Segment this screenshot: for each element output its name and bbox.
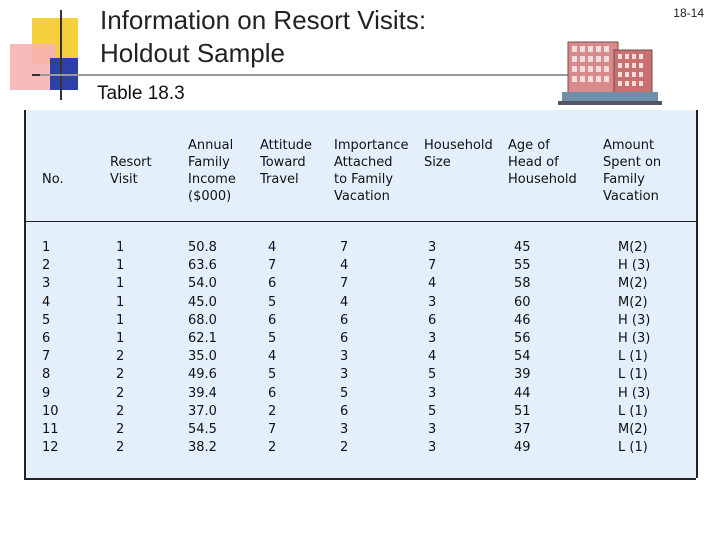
- table-cell: 54: [514, 349, 531, 365]
- header-text: Family: [188, 155, 230, 170]
- table-cell: 6: [268, 276, 277, 292]
- table-cell: M(2): [618, 240, 648, 255]
- table-cell: 37.0: [188, 403, 217, 419]
- header-text: Spent on: [603, 155, 662, 170]
- table-caption: Table 18.3: [97, 83, 185, 104]
- column-household-size: [428, 239, 436, 457]
- table-cell: 39: [514, 367, 531, 383]
- building-icon: [558, 40, 662, 106]
- table-cell: 56: [514, 331, 531, 347]
- table-cell: 7: [268, 422, 277, 438]
- header-text: Importance: [334, 138, 409, 153]
- table-cell: H (3): [618, 312, 651, 328]
- header-text: Amount: [603, 138, 655, 153]
- table-cell: 2: [116, 403, 125, 419]
- table-cell: 6: [268, 312, 277, 328]
- table-cell: 9: [42, 385, 51, 401]
- table-cell: 4: [428, 349, 437, 365]
- column-age: [514, 239, 531, 457]
- header-text: to Family: [334, 172, 394, 187]
- table-cell: 6: [340, 403, 349, 419]
- header-text: Attached: [334, 155, 393, 170]
- table-cell: 45: [514, 240, 531, 255]
- header-attitude: [260, 137, 312, 188]
- table-cell: 49.6: [188, 367, 217, 383]
- table-cell: 7: [42, 349, 51, 365]
- table-cell: 51: [514, 403, 531, 419]
- header-text: Toward: [260, 155, 306, 170]
- slide-title: [100, 4, 530, 70]
- table-cell: 4: [340, 294, 349, 310]
- header-text: Family: [603, 172, 645, 187]
- table-cell: 2: [268, 403, 277, 419]
- table-cell: 3: [340, 422, 349, 438]
- table-cell: 3: [428, 385, 437, 401]
- table-cell: 5: [340, 385, 349, 401]
- table-cell: 7: [340, 240, 349, 255]
- column-importance: [340, 239, 348, 457]
- header-text: Household: [424, 138, 493, 153]
- table-cell: 5: [42, 312, 51, 328]
- header-text: ($000): [188, 189, 232, 204]
- logo-vertical-line: [60, 10, 62, 100]
- column-attitude: [268, 239, 276, 457]
- table-cell: M(2): [618, 422, 648, 438]
- table-cell: H (3): [618, 331, 651, 347]
- table-cell: 3: [340, 349, 349, 365]
- header-no: [42, 171, 64, 188]
- table-cell: 5: [268, 331, 277, 347]
- table-cell: 38.2: [188, 440, 217, 456]
- header-amount: [603, 137, 661, 205]
- table-cell: 2: [116, 385, 125, 401]
- table-cell: 1: [116, 240, 125, 255]
- table-cell: 5: [428, 403, 437, 419]
- header-text: Size: [424, 155, 451, 170]
- table-cell: 3: [42, 276, 51, 292]
- table-cell: L (1): [618, 440, 648, 456]
- table-cell: 2: [116, 422, 125, 438]
- header-text: Resort: [110, 155, 152, 170]
- table-cell: 50.8: [188, 240, 217, 255]
- table-right-border: [696, 110, 698, 478]
- table-cell: 4: [268, 240, 277, 255]
- table-cell: 39.4: [188, 385, 217, 401]
- table-cell: H (3): [618, 258, 651, 274]
- table-cell: 2: [116, 349, 125, 365]
- column-no: [42, 239, 59, 457]
- table-cell: 3: [428, 294, 437, 310]
- table-cell: 4: [42, 294, 51, 310]
- table-cell: L (1): [618, 349, 648, 365]
- header-resort-visit: [110, 154, 152, 188]
- table-cell: 5: [268, 367, 277, 383]
- table-cell: 7: [340, 276, 349, 292]
- header-text: Household: [508, 172, 577, 187]
- header-text: Head of: [508, 155, 559, 170]
- table-cell: 6: [428, 312, 437, 328]
- table-cell: 1: [42, 240, 51, 255]
- table-cell: 54.5: [188, 422, 217, 438]
- table-cell: 37: [514, 422, 531, 438]
- table-cell: 4: [428, 276, 437, 292]
- table-cell: 6: [340, 312, 349, 328]
- table-cell: 35.0: [188, 349, 217, 365]
- table-cell: 44: [514, 385, 531, 401]
- table-cell: 2: [42, 258, 51, 274]
- table-cell: 11: [42, 422, 59, 438]
- table-cell: 6: [268, 385, 277, 401]
- table-cell: 55: [514, 258, 531, 274]
- header-text: Vacation: [603, 189, 659, 204]
- table-cell: 3: [428, 440, 437, 456]
- table-cell: H (3): [618, 385, 651, 401]
- table-cell: 3: [428, 422, 437, 438]
- column-income: [188, 239, 217, 457]
- header-text: Income: [188, 172, 236, 187]
- table-cell: M(2): [618, 276, 648, 292]
- table-cell: 6: [42, 331, 51, 347]
- table-cell: 4: [340, 258, 349, 274]
- table-cell: M(2): [618, 294, 648, 310]
- header-separator: [26, 221, 696, 222]
- header-text: Age of: [508, 138, 550, 153]
- table-cell: 1: [116, 258, 125, 274]
- table-cell: 2: [268, 440, 277, 456]
- table-cell: 1: [116, 331, 125, 347]
- decorative-logo: [10, 10, 100, 100]
- table-cell: 49: [514, 440, 531, 456]
- column-resort-visit: [116, 239, 124, 457]
- header-importance: [334, 137, 409, 205]
- table-cell: 8: [42, 367, 51, 383]
- header-household-size: [424, 137, 493, 171]
- table-cell: 3: [340, 367, 349, 383]
- table-cell: 58: [514, 276, 531, 292]
- slide-number: 18-14: [673, 6, 704, 20]
- slide-title-line-1: Information on Resort Visits:: [100, 5, 427, 35]
- table-cell: 46: [514, 312, 531, 328]
- slide-title-line-2: Holdout Sample: [100, 38, 285, 68]
- table-cell: 1: [116, 276, 125, 292]
- table-cell: 68.0: [188, 312, 217, 328]
- header-income: [188, 137, 236, 205]
- table-cell: 1: [116, 294, 125, 310]
- table-cell: 2: [116, 440, 125, 456]
- header-text: Attitude: [260, 138, 313, 153]
- table-cell: 3: [428, 331, 437, 347]
- table-cell: 7: [428, 258, 437, 274]
- header-text: Visit: [110, 172, 138, 187]
- column-amount: [618, 239, 650, 457]
- data-table: [24, 110, 696, 480]
- header-text: Travel: [260, 172, 299, 187]
- table-cell: 2: [340, 440, 349, 456]
- table-cell: L (1): [618, 403, 648, 419]
- header-text: Vacation: [334, 189, 390, 204]
- table-cell: 54.0: [188, 276, 217, 292]
- table-cell: 3: [428, 240, 437, 255]
- header-text: Annual: [188, 138, 234, 153]
- table-cell: 12: [42, 440, 59, 456]
- table-cell: 63.6: [188, 258, 217, 274]
- table-cell: 5: [268, 294, 277, 310]
- table-cell: 62.1: [188, 331, 217, 347]
- header-text: No.: [42, 172, 64, 187]
- table-cell: 6: [340, 331, 349, 347]
- table-cell: 2: [116, 367, 125, 383]
- table-cell: 45.0: [188, 294, 217, 310]
- table-cell: 60: [514, 294, 531, 310]
- table-cell: 1: [116, 312, 125, 328]
- table-cell: 7: [268, 258, 277, 274]
- table-cell: 5: [428, 367, 437, 383]
- table-cell: L (1): [618, 367, 648, 383]
- table-cell: 4: [268, 349, 277, 365]
- table-cell: 10: [42, 403, 59, 419]
- title-divider: [40, 74, 570, 76]
- header-age: [508, 137, 577, 188]
